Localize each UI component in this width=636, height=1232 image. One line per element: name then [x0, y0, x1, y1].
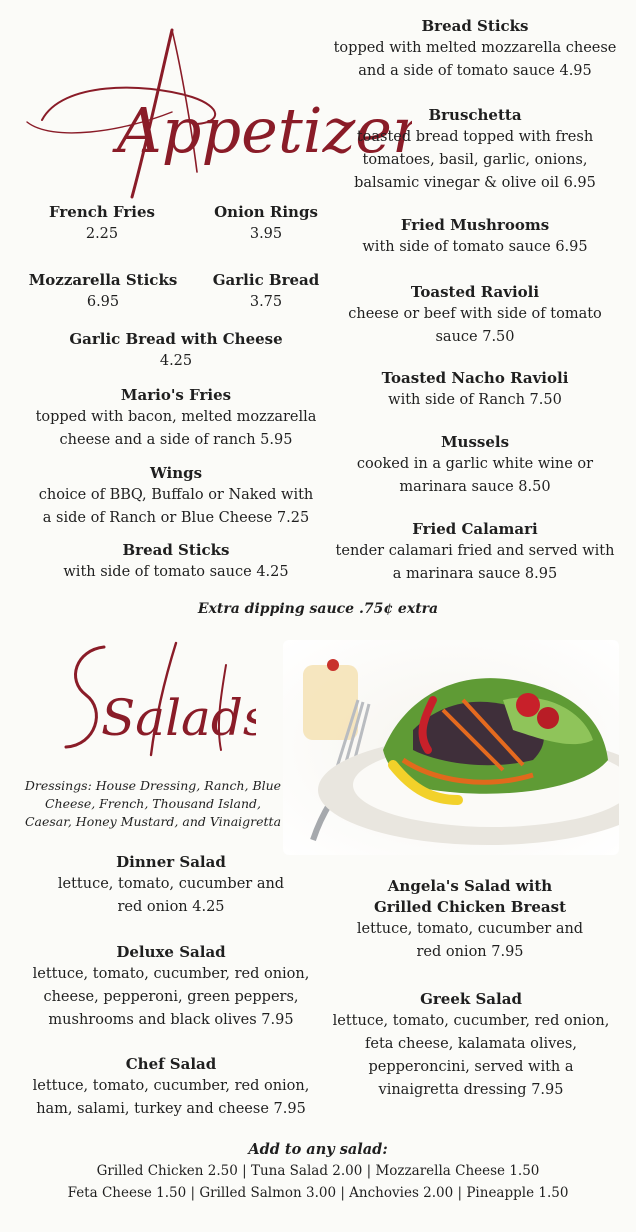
item-name: Toasted Ravioli: [410, 283, 540, 301]
menu-item-bread-sticks-left: [20, 540, 332, 584]
extra-dipping-note: Extra dipping sauce .75¢ extra: [197, 601, 439, 617]
menu-item-bruschetta: [340, 105, 610, 195]
item-desc-line: lettuce, tomato, cucumber and: [57, 876, 285, 892]
item-desc-line: red onion 4.25: [117, 899, 225, 915]
item-price: 3.75: [249, 294, 283, 310]
item-name: Dinner Salad: [116, 853, 226, 871]
menu-item-dinner-salad: [20, 852, 322, 919]
item-desc-line: toasted bread topped with fresh: [356, 129, 594, 145]
menu-item-onion-rings: [200, 202, 332, 246]
add-to-salad-section: [0, 1139, 636, 1204]
item-desc-line: mushrooms and black olives 7.95: [48, 1012, 294, 1028]
item-desc-line: with side of tomato sauce 6.95: [362, 239, 588, 255]
item-desc-line: ham, salami, turkey and cheese 7.95: [36, 1101, 306, 1117]
item-desc-line: balsamic vinegar & olive oil 6.95: [354, 175, 596, 191]
item-name: Wings: [149, 464, 203, 482]
item-price: 6.95: [86, 294, 120, 310]
menu-item-mussels: [340, 432, 610, 499]
item-desc-line: lettuce, tomato, cucumber, red onion,: [32, 966, 310, 982]
item-desc-line: cheese and a side of ranch 5.95: [59, 432, 293, 448]
item-desc-line: choice of BBQ, Buffalo or Naked with: [38, 487, 314, 503]
item-desc-line: tender calamari fried and served with: [335, 543, 615, 559]
menu-item-chef-salad: [20, 1054, 322, 1121]
menu-item-marios-fries: [20, 385, 332, 452]
menu-item-toasted-ravioli: [335, 282, 615, 349]
menu-item-angelas-salad: [330, 876, 610, 964]
salad-plate-illustration: [283, 640, 619, 855]
item-desc-line: pepperoncini, served with a: [368, 1059, 574, 1075]
item-desc-line: topped with melted mozzarella cheese: [333, 40, 617, 56]
menu-item-bread-sticks-right: [330, 16, 620, 83]
menu-item-fried-calamari: [325, 519, 625, 586]
menu-item-wings: [20, 463, 332, 530]
item-desc-line: tomatoes, basil, garlic, onions,: [362, 152, 588, 168]
menu-item-toasted-nacho-ravioli: [340, 368, 610, 412]
menu-item-fried-mushrooms: [340, 215, 610, 259]
menu-item-french-fries: [38, 202, 166, 246]
item-name: Grilled Chicken Breast: [373, 898, 567, 916]
item-name: Chef Salad: [125, 1055, 217, 1073]
item-name: Garlic Bread with Cheese: [69, 330, 283, 348]
item-name: Fried Calamari: [412, 520, 538, 538]
item-desc-line: cooked in a garlic white wine or: [356, 456, 594, 472]
item-name: Greek Salad: [420, 990, 522, 1008]
item-name: Mussels: [440, 433, 510, 451]
dressings-list: [22, 777, 284, 831]
item-name: Deluxe Salad: [116, 943, 226, 961]
item-desc-line: lettuce, tomato, cucumber, red onion,: [332, 1013, 610, 1029]
item-name: Bread Sticks: [421, 17, 529, 35]
menu-item-garlic-bread: [200, 270, 332, 314]
add-to-salad-line: Grilled Chicken 2.50 | Tuna Salad 2.00 | Mozzarella Cheese 1.50: [96, 1163, 540, 1179]
item-name: Garlic Bread: [212, 271, 320, 289]
item-name: Toasted Nacho Ravioli: [381, 369, 569, 387]
menu-item-deluxe-salad: [20, 942, 322, 1032]
menu-item-mozzarella-sticks: [28, 270, 178, 314]
item-name: Bread Sticks: [122, 541, 230, 559]
salads-script-text: Salads: [101, 689, 256, 747]
menu-item-garlic-bread-cheese: [20, 329, 332, 373]
item-desc-line: cheese or beef with side of tomato: [348, 306, 602, 322]
item-desc-line: with side of Ranch 7.50: [388, 392, 562, 408]
menu-item-greek-salad: [326, 989, 616, 1102]
item-desc-line: red onion 7.95: [416, 944, 524, 960]
salads-script-art: [56, 635, 256, 775]
item-desc-line: sauce 7.50: [435, 329, 515, 345]
item-name: Fried Mushrooms: [400, 216, 550, 234]
item-name: Onion Rings: [214, 203, 318, 221]
item-name: Mozzarella Sticks: [28, 271, 178, 289]
item-desc-line: with side of tomato sauce 4.25: [63, 564, 289, 580]
item-desc-line: feta cheese, kalamata olives,: [365, 1036, 577, 1052]
add-to-salad-line: Feta Cheese 1.50 | Grilled Salmon 3.00 | Anchovies 2.00 | Pineapple 1.50: [67, 1185, 569, 1201]
item-name: Angela's Salad with: [387, 877, 553, 895]
item-desc-line: topped with bacon, melted mozzarella: [35, 409, 317, 425]
add-to-salad-title: Add to any salad:: [248, 1141, 388, 1158]
item-desc-line: vinaigretta dressing 7.95: [378, 1082, 564, 1098]
item-desc-line: lettuce, tomato, cucumber and: [356, 921, 584, 937]
item-desc-line: a marinara sauce 8.95: [392, 566, 558, 582]
item-price: 2.25: [85, 226, 119, 242]
item-name: French Fries: [49, 203, 155, 221]
salad-photo: [283, 640, 619, 855]
dressings-line: Cheese, French, Thousand Island,: [45, 796, 261, 811]
item-desc-line: cheese, pepperoni, green peppers,: [43, 989, 299, 1005]
item-desc-line: a side of Ranch or Blue Cheese 7.25: [42, 510, 310, 526]
dressings-line: Dressings: House Dressing, Ranch, Blue: [24, 778, 282, 793]
item-name: Mario's Fries: [120, 386, 232, 404]
salads-heading: [56, 635, 256, 775]
item-desc-line: lettuce, tomato, cucumber, red onion,: [32, 1078, 310, 1094]
dressings-line: Caesar, Honey Mustard, and Vinaigretta: [24, 814, 282, 829]
item-desc-line: 4.25: [159, 353, 193, 369]
item-name: Bruschetta: [428, 106, 522, 124]
item-desc-line: and a side of tomato sauce 4.95: [358, 63, 592, 79]
item-desc-line: marinara sauce 8.50: [399, 479, 551, 495]
appetizers-script-text: Appetize: [117, 94, 392, 167]
item-price: 3.95: [249, 226, 283, 242]
